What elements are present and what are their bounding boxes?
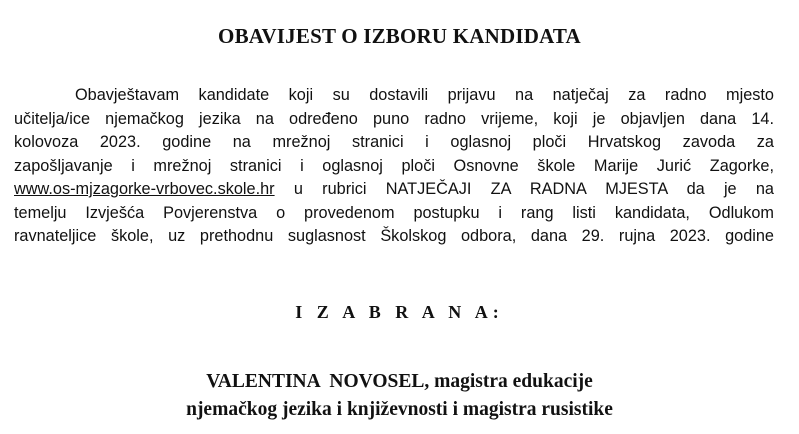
paragraph-line: temelju Izvješća Povjerenstva o provedenom postupku i rang listi kandidata, Odlukom (14, 203, 774, 222)
paragraph-line-rest: u rubrici NATJEČAJI ZA RADNA MJESTA da je na (274, 180, 774, 198)
paragraph-line: učitelja/ice njemačkog jezika na određeno puno radno vrijeme, koji je objavljen dana 14. (14, 109, 774, 128)
candidate-name-line: VALENTINA NOVOSEL, magistra edukacije (206, 371, 593, 392)
paragraph-line-with-link (14, 178, 774, 202)
paragraph-line: ravnateljice škole, uz prethodnu suglasnost Školskog odbora, dana 29. rujna 2023. godine (14, 227, 774, 245)
paragraph-line: zapošljavanje i mrežnoj stranici i oglasnoj ploči Osnovne škole Marije Jurić Zagorke, (14, 156, 774, 175)
paragraph-line: kolovoza 2023. godine na mrežnoj stranici i oglasnoj ploči Hrvatskog zavoda za (14, 133, 774, 151)
document-title: OBAVIJEST O IZBORU KANDIDATA (218, 24, 581, 48)
candidate-qualification-line: njemačkog jezika i književnosti i magistra rusistike (186, 399, 613, 420)
school-website-link[interactable]: www.os-mjzagorke-vrbovec.skole.hr (14, 180, 275, 198)
selected-candidate (0, 368, 799, 424)
selected-heading: I Z A B R A N A: (295, 302, 504, 322)
announcement-paragraph (14, 84, 774, 249)
paragraph-line: Obavještavam kandidate koji su dostavili prijavu na natječaj za radno mjesto (75, 86, 774, 104)
